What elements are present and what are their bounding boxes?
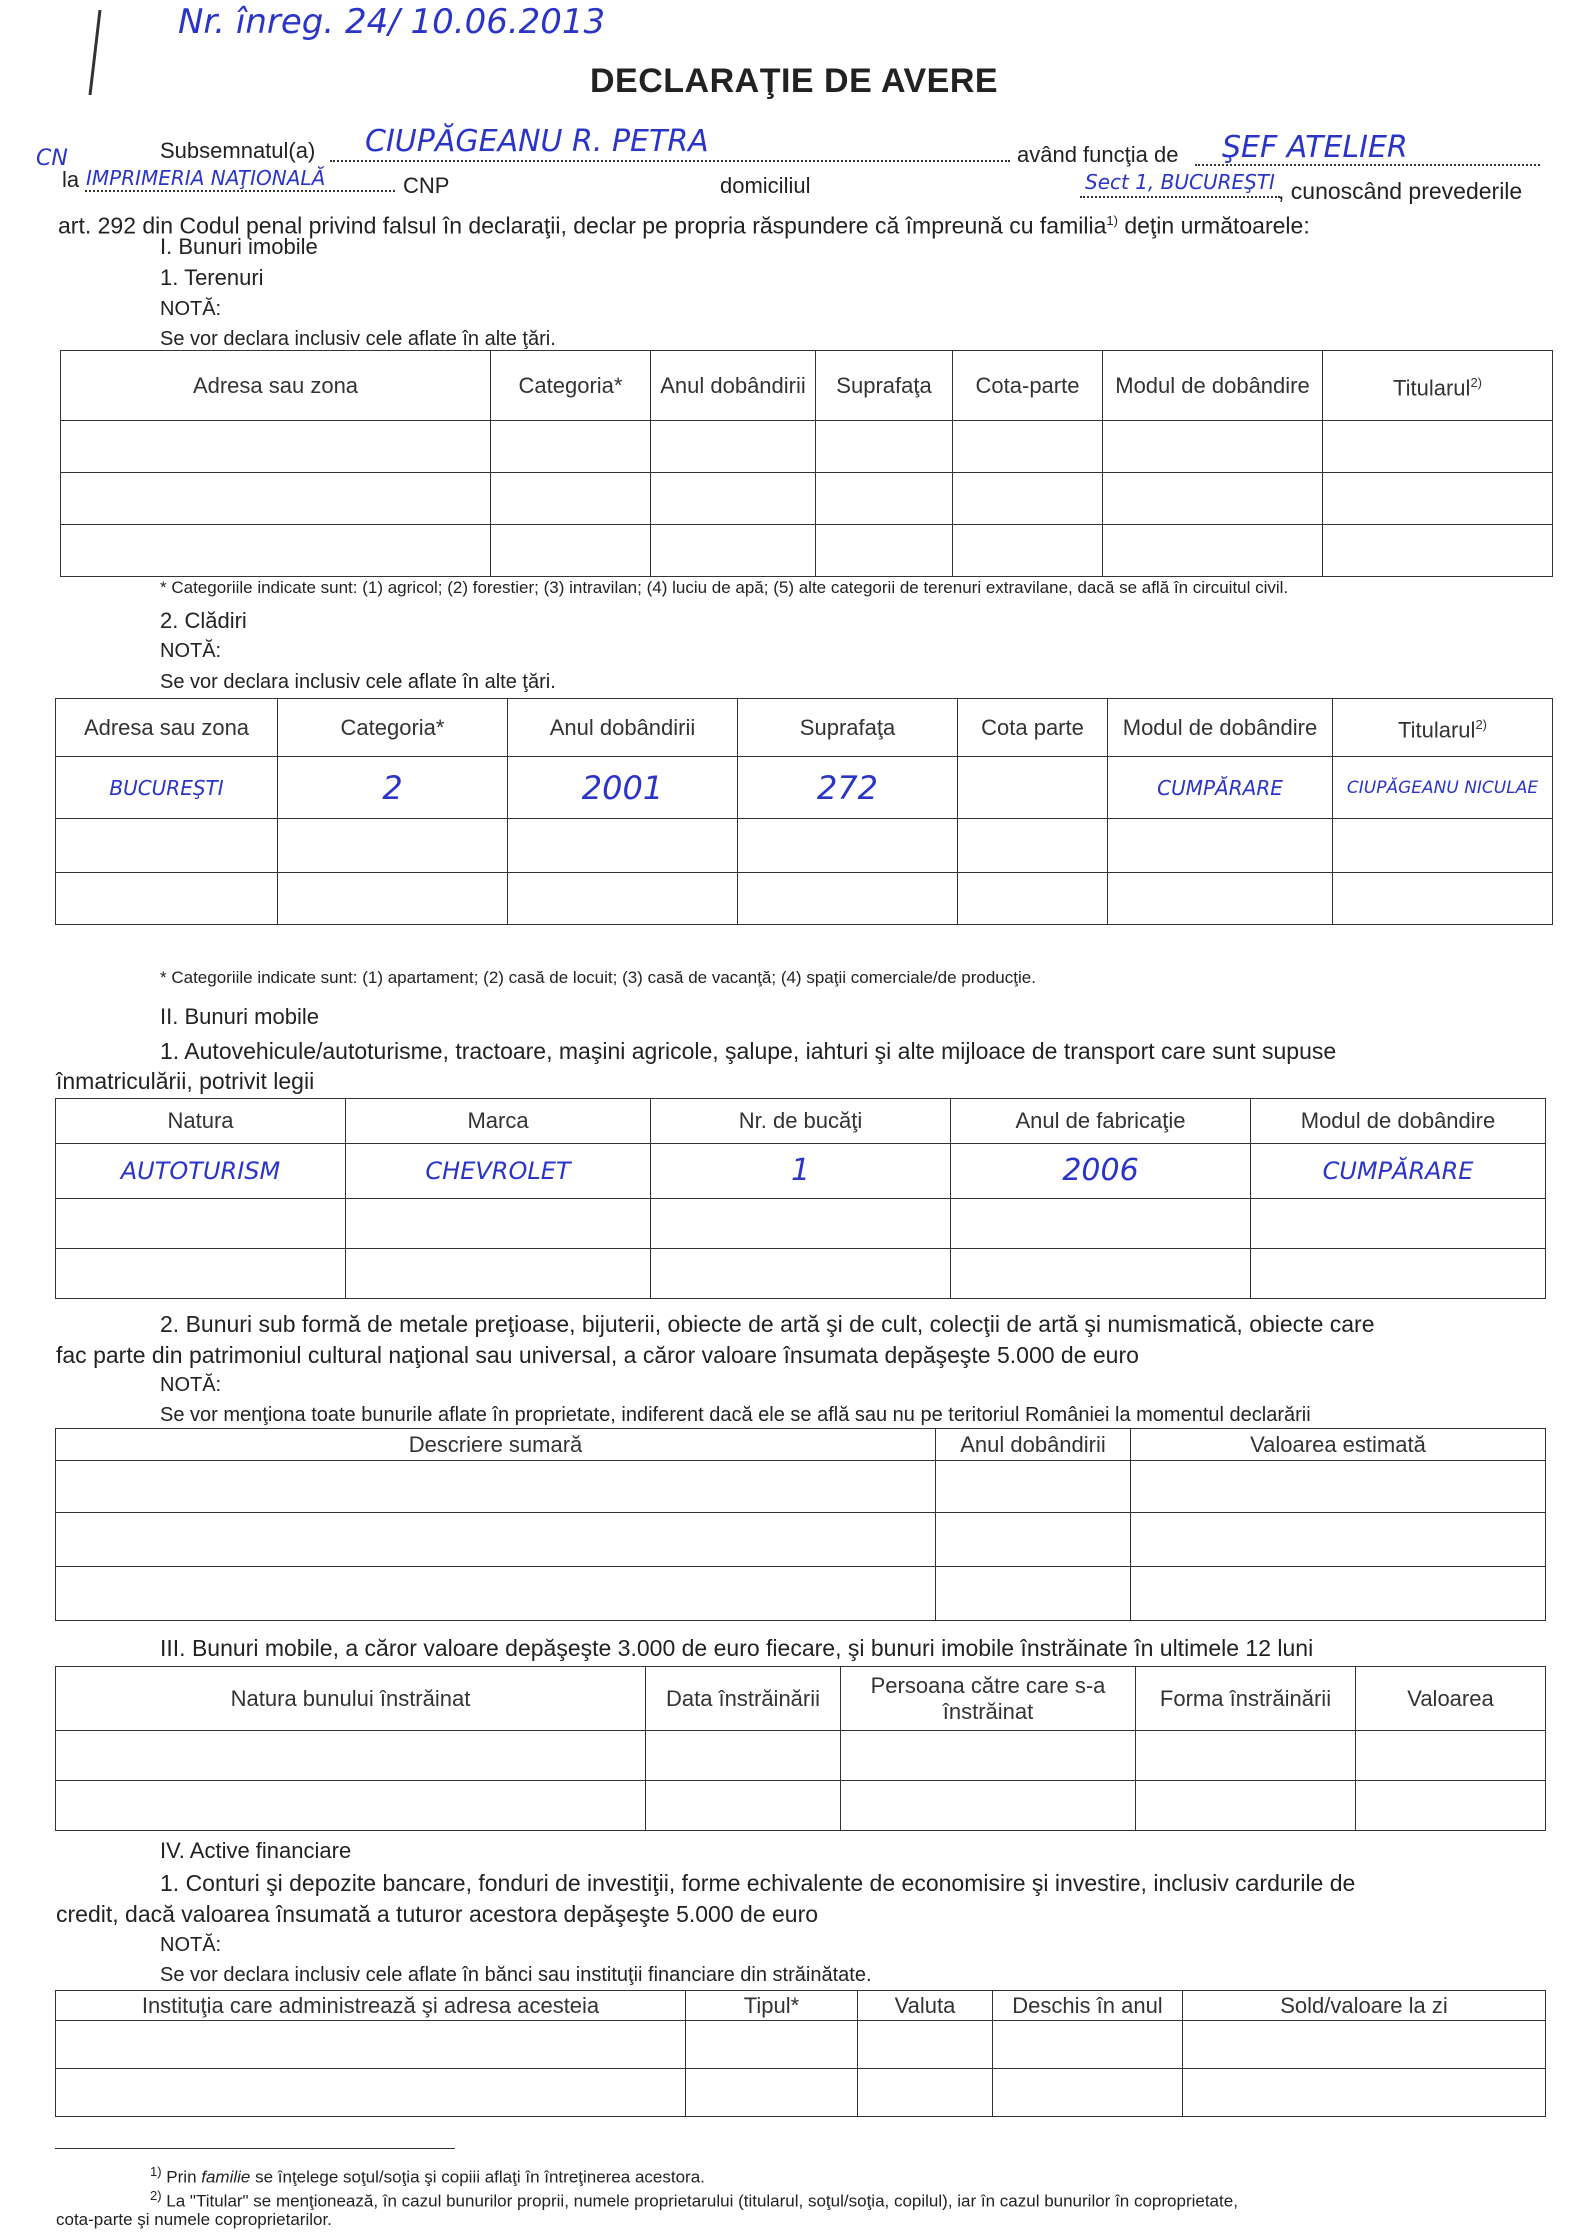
page-title: DECLARAŢIE DE AVERE: [590, 62, 999, 100]
section-1-title: I. Bunuri imobile: [160, 234, 318, 259]
col-anul-dobandirii: Anul dobândirii: [508, 699, 738, 757]
table-row: [61, 525, 1553, 577]
cell-modul: CUMPĂRARE: [1251, 1144, 1546, 1199]
col-suprafata: Suprafaţa: [738, 699, 958, 757]
autovehicule-table: [55, 1098, 1546, 1299]
col-data-instrainarii: Data înstrăinării: [646, 1667, 841, 1731]
footnote-separator: [55, 2148, 455, 2149]
cell-suprafata: 272: [738, 757, 958, 819]
section-1-nota2-text: Se vor declara inclusiv cele aflate în alte ţări.: [160, 671, 556, 693]
cell-titular: CIUPĂGEANU NICULAE: [1333, 757, 1553, 819]
col-deschis-anul: Deschis în anul: [993, 1991, 1183, 2021]
col-nr-bucati: Nr. de bucăţi: [651, 1099, 951, 1144]
section-1-sub2: 2. Clădiri: [160, 608, 247, 633]
section-4-nota: NOTĂ:: [160, 1934, 222, 1956]
col-descriere: Descriere sumară: [56, 1429, 936, 1461]
section-2-sub1-b: înmatriculării, potrivit legii: [56, 1068, 315, 1094]
col-modul-dobandire: Modul de dobândire: [1108, 699, 1333, 757]
section-3-title: III. Bunuri mobile, a căror valoare depăşeşte 3.000 de euro fiecare, şi bunuri imobile înstrăinate în ultimele 12 luni: [160, 1635, 1314, 1661]
col-titularul-label: Titularul: [1398, 717, 1476, 743]
col-modul-dobandire: Modul de dobândire: [1251, 1099, 1546, 1144]
section-1-nota: NOTĂ:: [160, 298, 222, 320]
footnote-2-ref: 2): [1470, 374, 1482, 390]
table-row: [56, 1567, 1546, 1621]
col-valuta: Valuta: [858, 1991, 993, 2021]
footnote-1: [150, 2162, 705, 2188]
col-titularul: [1333, 699, 1553, 757]
col-adresa: Adresa sau zona: [61, 351, 491, 421]
section-2-title: II. Bunuri mobile: [160, 1004, 319, 1029]
footnote-2-mark: 2): [150, 2188, 162, 2203]
terenuri-table: [60, 350, 1553, 577]
la-label: la: [62, 167, 80, 192]
footnote-2-ref: 2): [1475, 716, 1487, 732]
section-2-sub1-a: 1. Autovehicule/autoturisme, tractoare, maşini agricole, şalupe, iahturi şi alte mijloace de transport care sunt supuse: [160, 1038, 1337, 1064]
cell-nr-bucati: 1: [651, 1144, 951, 1199]
table-row: [56, 1144, 1546, 1199]
col-marca: Marca: [346, 1099, 651, 1144]
table-row: [56, 1249, 1546, 1299]
domiciliul-dotted-line: [1080, 196, 1280, 198]
cladiri-footnote: * Categoriile indicate sunt: (1) apartament; (2) casă de locuit; (3) casă de vacanţă; (4) spaţii comerciale/de producţie.: [160, 968, 1036, 987]
table-row: [56, 2069, 1546, 2117]
subsemnatul-label: Subsemnatul(a): [160, 138, 316, 163]
institution-note: CN: [36, 146, 68, 171]
table-row: [56, 1513, 1546, 1567]
footnote-2-line2: cota-parte şi numele coproprietarilor.: [56, 2210, 332, 2229]
cell-cota: [958, 757, 1108, 819]
active-financiare-table: [55, 1990, 1546, 2117]
section-2-sub2-b: fac parte din patrimoniul cultural naţional sau universal, a căror valoare însumata depăşeşte 5.000 de euro: [56, 1342, 1139, 1368]
col-tipul: Tipul*: [686, 1991, 858, 2021]
cell-anul: 2001: [508, 757, 738, 819]
table-row: [56, 1461, 1546, 1513]
name-dotted-line: [330, 160, 1010, 162]
footnote-1-b: se înţelege soţul/soţia şi copiii aflaţi în întreţinerea acestora.: [250, 2167, 705, 2187]
col-titularul: [1323, 351, 1553, 421]
col-valoarea: Valoarea: [1356, 1667, 1546, 1731]
bunuri-pretioase-table: [55, 1428, 1546, 1621]
section-2-nota-text: Se vor menţiona toate bunurile aflate în proprietate, indiferent dacă ele se află sau nu pe teritoriul României la momentul declarării: [160, 1404, 1311, 1426]
section-4-sub1-a: 1. Conturi şi depozite bancare, fonduri de investiţii, forme echivalente de economisire şi investire, inclusiv cardurile de: [160, 1870, 1356, 1896]
col-institutia: Instituţia care administrează şi adresa acesteia: [56, 1991, 686, 2021]
terenuri-footnote: * Categoriile indicate sunt: (1) agricol; (2) forestier; (3) intravilan; (4) luciu de apă; (5) alte categorii de terenuri extravilane, dacă se află în circuitul civil.: [160, 578, 1289, 597]
section-4-title: IV. Active financiare: [160, 1838, 352, 1863]
domiciliul-label: domiciliul: [720, 173, 811, 198]
intro-line3-end: deţin următoarele:: [1117, 212, 1310, 239]
footnote-1-ref: 1): [1106, 213, 1118, 228]
col-natura: Natura: [56, 1099, 346, 1144]
col-cota-parte: Cota parte: [958, 699, 1108, 757]
col-persoana: Persoana către care s-a înstrăinat: [841, 1667, 1136, 1731]
table-row: [56, 2021, 1546, 2069]
col-forma-instrainarii: Forma înstrăinării: [1136, 1667, 1356, 1731]
registration-note: Nr. înreg. 24/ 10.06.2013: [178, 2, 606, 42]
col-natura-bunului: Natura bunului înstrăinat: [56, 1667, 646, 1731]
section-2-sub2-a: 2. Bunuri sub formă de metale preţioase, bijuterii, obiecte de artă şi de cult, colecţii de artă şi numismatică, obiecte care: [160, 1311, 1375, 1337]
table-row: [56, 1731, 1546, 1781]
cunoscand-text: , cunoscând prevederile: [1278, 178, 1523, 204]
cnp-label: CNP: [403, 173, 450, 198]
intro-line3-text: art. 292 din Codul penal privind falsul în declaraţii, declar pe propria răspundere că împreună cu familia: [58, 212, 1107, 239]
domiciliul-value: Sect 1, BUCUREŞTI: [1085, 170, 1275, 194]
cladiri-table: [55, 698, 1553, 925]
col-categoria: Categoria*: [491, 351, 651, 421]
col-adresa: Adresa sau zona: [56, 699, 278, 757]
cell-marca: CHEVROLET: [346, 1144, 651, 1199]
section-1-sub1: 1. Terenuri: [160, 265, 264, 290]
cell-natura: AUTOTURISM: [56, 1144, 346, 1199]
table-row: [56, 1781, 1546, 1831]
col-categoria: Categoria*: [278, 699, 508, 757]
table-row: [56, 1199, 1546, 1249]
col-anul-fabricatie: Anul de fabricaţie: [951, 1099, 1251, 1144]
table-row: [61, 421, 1553, 473]
section-2-nota: NOTĂ:: [160, 1374, 222, 1396]
col-modul-dobandire: Modul de dobândire: [1103, 351, 1323, 421]
col-sold: Sold/valoare la zi: [1183, 1991, 1546, 2021]
col-suprafata: Suprafaţa: [816, 351, 953, 421]
section-1-nota2: NOTĂ:: [160, 640, 222, 662]
table-row: [61, 473, 1553, 525]
section-4-sub1-b: credit, dacă valoarea însumată a tuturor acestora depăşeşte 5.000 de euro: [56, 1901, 819, 1927]
margin-pen-stroke: [80, 5, 110, 100]
col-anul-dobandirii: Anul dobândirii: [936, 1429, 1131, 1461]
col-anul-dobandirii: Anul dobândirii: [651, 351, 816, 421]
functia-label: având funcţia de: [1017, 142, 1179, 167]
col-cota-parte: Cota-parte: [953, 351, 1103, 421]
footnote-1-em: familie: [201, 2167, 251, 2187]
declarant-name: CIUPĂGEANU R. PETRA: [365, 124, 709, 159]
functia-value: ŞEF ATELIER: [1222, 130, 1408, 165]
footnote-1-a: Prin: [161, 2167, 202, 2187]
section-4-nota-text: Se vor declara inclusiv cele aflate în bănci sau instituţii financiare din străinătate.: [160, 1964, 872, 1986]
table-row: [56, 757, 1553, 819]
table-row: [56, 819, 1553, 873]
cell-categoria: 2: [278, 757, 508, 819]
col-valoarea: Valoarea estimată: [1131, 1429, 1546, 1461]
col-titularul-label: Titularul: [1393, 375, 1471, 401]
cell-anul: 2006: [951, 1144, 1251, 1199]
cell-adresa: BUCUREŞTI: [56, 757, 278, 819]
instrainate-table: [55, 1666, 1546, 1831]
footnote-2: [150, 2186, 1238, 2212]
institution-dotted-line: [85, 190, 395, 192]
cell-modul: CUMPĂRARE: [1108, 757, 1333, 819]
institution-value: IMPRIMERIA NAŢIONALĂ: [86, 166, 326, 190]
section-1-nota-text: Se vor declara inclusiv cele aflate în alte ţări.: [160, 328, 556, 350]
table-row: [56, 873, 1553, 925]
footnote-1-mark: 1): [150, 2164, 162, 2179]
footnote-2-line1: La "Titular" se menţionează, în cazul bunurilor proprii, numele proprietarului (titularul, soţul/soţia, copilul), iar în cazul bunurilor în coproprietate,: [161, 2191, 1238, 2211]
